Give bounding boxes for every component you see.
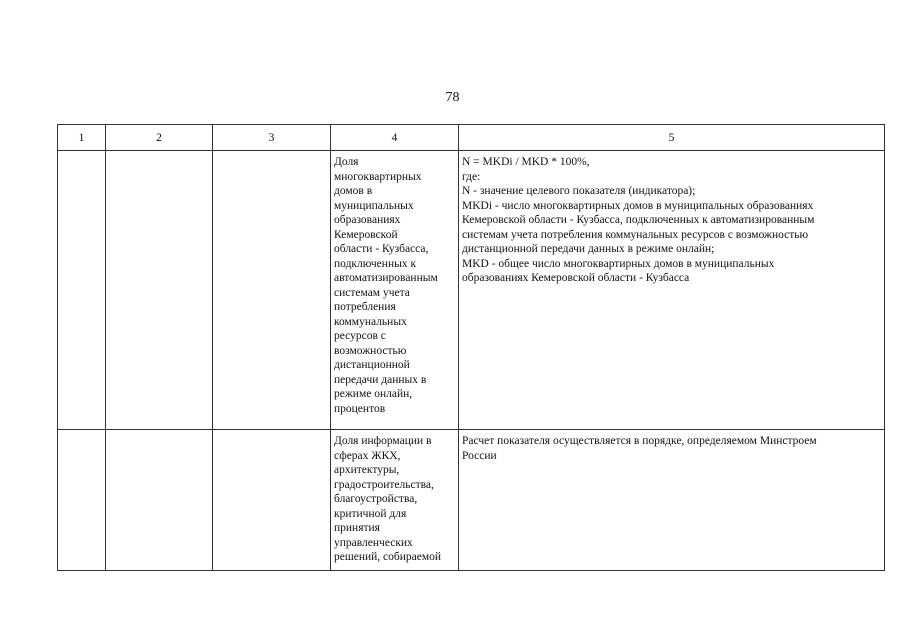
row1-col3-cell xyxy=(213,151,331,430)
indicator-line: благоустройства, xyxy=(334,493,418,505)
row1-indicator-cell xyxy=(331,151,459,430)
indicator-line: области - Кузбасса, xyxy=(334,243,429,255)
row1-col2-cell xyxy=(106,151,213,430)
table-row xyxy=(58,151,885,430)
page-number: 78 xyxy=(445,90,460,105)
table-row xyxy=(58,430,885,571)
indicator-line: системам учета xyxy=(334,286,410,299)
indicator-line: подключенных к xyxy=(334,257,417,270)
indicator-line: градостроительства, xyxy=(334,478,434,491)
method-line: Расчет показателя осуществляется в порядке, определяемом Минстроем xyxy=(462,435,817,447)
row2-col2-cell xyxy=(106,430,213,571)
indicator-line: режиме онлайн, xyxy=(334,388,413,400)
indicator-line: решений, собираемой xyxy=(334,551,442,563)
row2-col1-cell xyxy=(58,430,106,571)
row2-col3-cell xyxy=(213,430,331,571)
indicator-line: многоквартирных xyxy=(334,170,422,183)
method-line: MKD - общее число многоквартирных домов в муниципальных xyxy=(462,257,775,270)
indicator-line: критичной для xyxy=(334,507,407,520)
indicator-line: потребления xyxy=(334,301,396,313)
method-line: N = MKDi / MKD * 100%, xyxy=(462,156,590,168)
indicator-line: домов в xyxy=(334,185,373,197)
row2-method-cell xyxy=(459,430,885,571)
method-line: России xyxy=(462,449,497,462)
indicator-line: сферах ЖКХ, xyxy=(334,449,401,462)
column-header-5: 5 xyxy=(459,125,885,151)
row1-col1-cell xyxy=(58,151,106,430)
column-header-2: 2 xyxy=(106,125,213,151)
table-header-row xyxy=(58,125,885,151)
indicator-line: дистанционной xyxy=(334,359,410,371)
indicator-line: ресурсов с xyxy=(334,330,386,342)
indicator-line: возможностью xyxy=(334,344,407,357)
indicator-line: образованиях xyxy=(334,214,401,226)
method-line: образованиях Кемеровской области - Кузбасса xyxy=(462,272,690,284)
method-line: дистанционной передачи данных в режиме онлайн; xyxy=(462,243,715,255)
indicator-line: автоматизированным xyxy=(334,272,438,284)
indicator-line: передачи данных в xyxy=(334,373,427,386)
indicator-line: Доля xyxy=(334,156,359,168)
method-line: N - значение целевого показателя (индикатора); xyxy=(462,185,696,197)
indicator-line: коммунальных xyxy=(334,315,407,328)
row2-indicator-cell xyxy=(331,430,459,571)
column-header-4: 4 xyxy=(331,125,459,151)
indicator-line: процентов xyxy=(334,402,386,415)
indicator-line: принятия xyxy=(334,522,380,534)
indicator-line: Кемеровской xyxy=(334,228,398,241)
method-line: MKDi - число многоквартирных домов в муниципальных образованиях xyxy=(462,199,814,212)
method-line: Кемеровской области - Кузбасса, подключенных к автоматизированным xyxy=(462,214,815,226)
row1-method-cell xyxy=(459,151,885,430)
indicator-line: архитектуры, xyxy=(334,464,400,476)
indicator-line: муниципальных xyxy=(334,199,414,212)
method-line: системам учета потребления коммунальных ресурсов с возможностью xyxy=(462,228,809,241)
column-header-3: 3 xyxy=(213,125,331,151)
indicator-table xyxy=(57,124,885,571)
indicator-line: управленческих xyxy=(334,536,413,549)
method-line: где: xyxy=(462,170,481,183)
column-header-1: 1 xyxy=(58,125,106,151)
indicator-line: Доля информации в xyxy=(334,435,432,447)
